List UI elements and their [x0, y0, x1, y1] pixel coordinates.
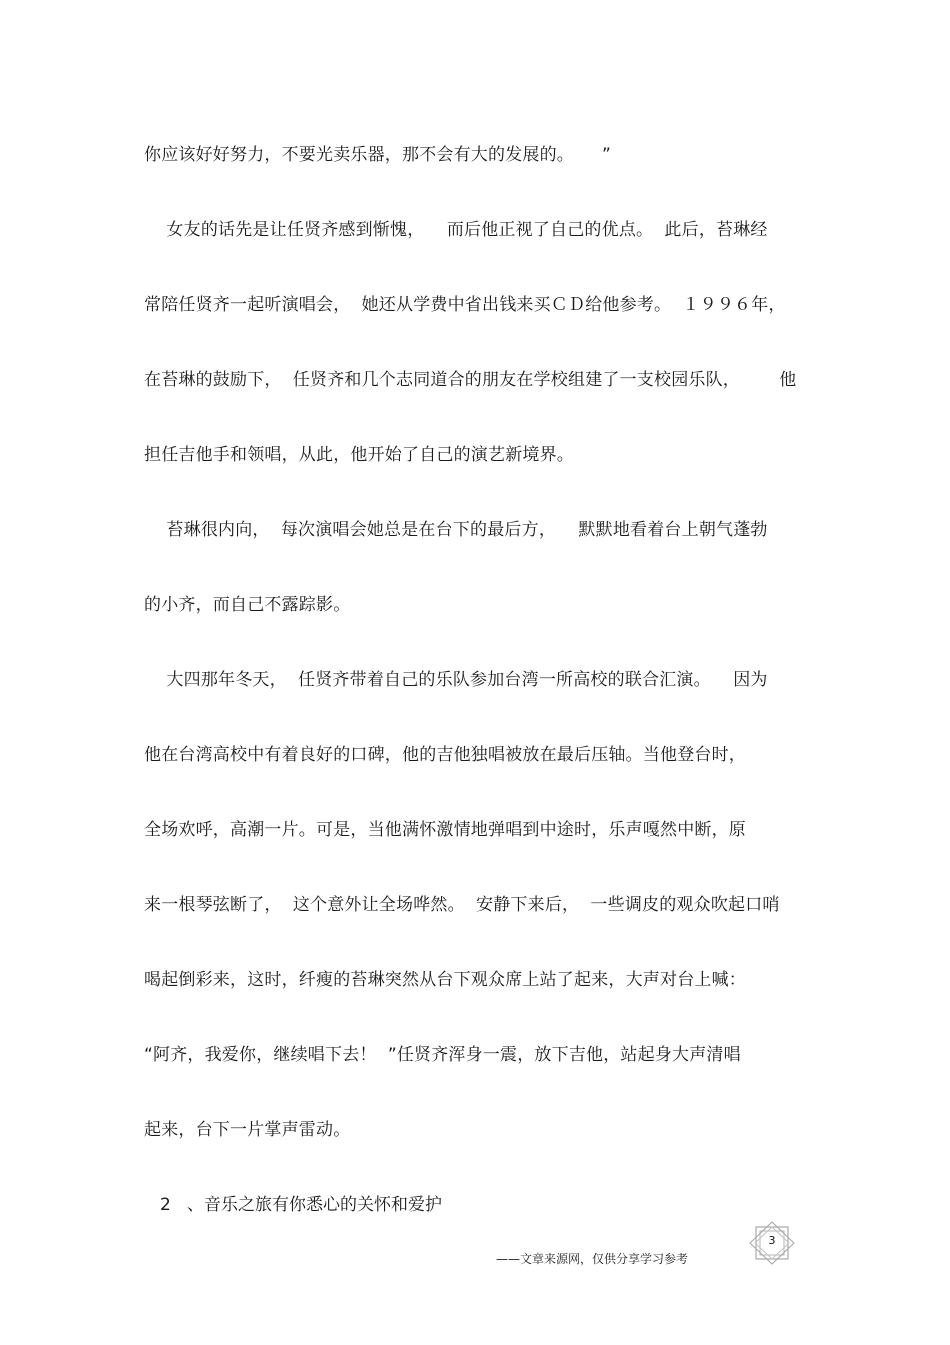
- body-line-4: 在苔琳的鼓励下， 任贤齐和几个志同道合的朋友在学校组建了一支校园乐队， 他: [144, 370, 797, 390]
- body-line-5: 担任吉他手和领唱，从此，他开始了自己的演艺新境界。: [144, 445, 574, 465]
- body-line-11: 来一根琴弦断了， 这个意外让全场哗然。 安静下来后， 一些调皮的观众吹起口哨: [144, 895, 780, 915]
- body-line-2: 女友的话先是让任贤齐感到惭愧， 而后他正视了自己的优点。 此后，苔琳经: [144, 220, 768, 240]
- body-line-7: 的小齐，而自己不露踪影。: [144, 595, 351, 615]
- page-number: 3: [768, 1234, 776, 1247]
- body-line-6: 苔琳很内向， 每次演唱会她总是在台下的最后方， 默默地看着台上朝气蓬勃: [144, 520, 768, 540]
- section-heading: 2 、音乐之旅有你悉心的关怀和爱护: [160, 1195, 443, 1215]
- body-line-9: 他在台湾高校中有着良好的口碑，他的吉他独唱被放在最后压轴。当他登台时，: [144, 745, 746, 765]
- body-line-3: 常陪任贤齐一起听演唱会， 她还从学费中省出钱来买ＣＤ给他参考。 １９９６年，: [144, 295, 786, 315]
- body-line-14: 起来，台下一片掌声雷动。: [144, 1120, 351, 1140]
- body-line-1: 你应该好好努力，不要光卖乐器，那不会有大的发展的。 ”: [144, 145, 612, 165]
- body-line-12: 喝起倒彩来，这时，纤瘦的苔琳突然从台下观众席上站了起来，大声对台上喊：: [144, 970, 746, 990]
- body-line-10: 全场欢呼，高潮一片。可是，当他满怀激情地弹唱到中途时，乐声嘎然中断，原: [144, 820, 746, 840]
- source-note: ——文章来源网，仅供分享学习参考: [496, 1252, 689, 1266]
- body-line-13: “阿齐，我爱你，继续唱下去！ ”任贤齐浑身一震，放下吉他，站起身大声清唱: [144, 1045, 741, 1065]
- page-number-badge: [748, 1221, 796, 1265]
- body-line-8: 大四那年冬天， 任贤齐带着自己的乐队参加台湾一所高校的联合汇演。 因为: [144, 670, 768, 690]
